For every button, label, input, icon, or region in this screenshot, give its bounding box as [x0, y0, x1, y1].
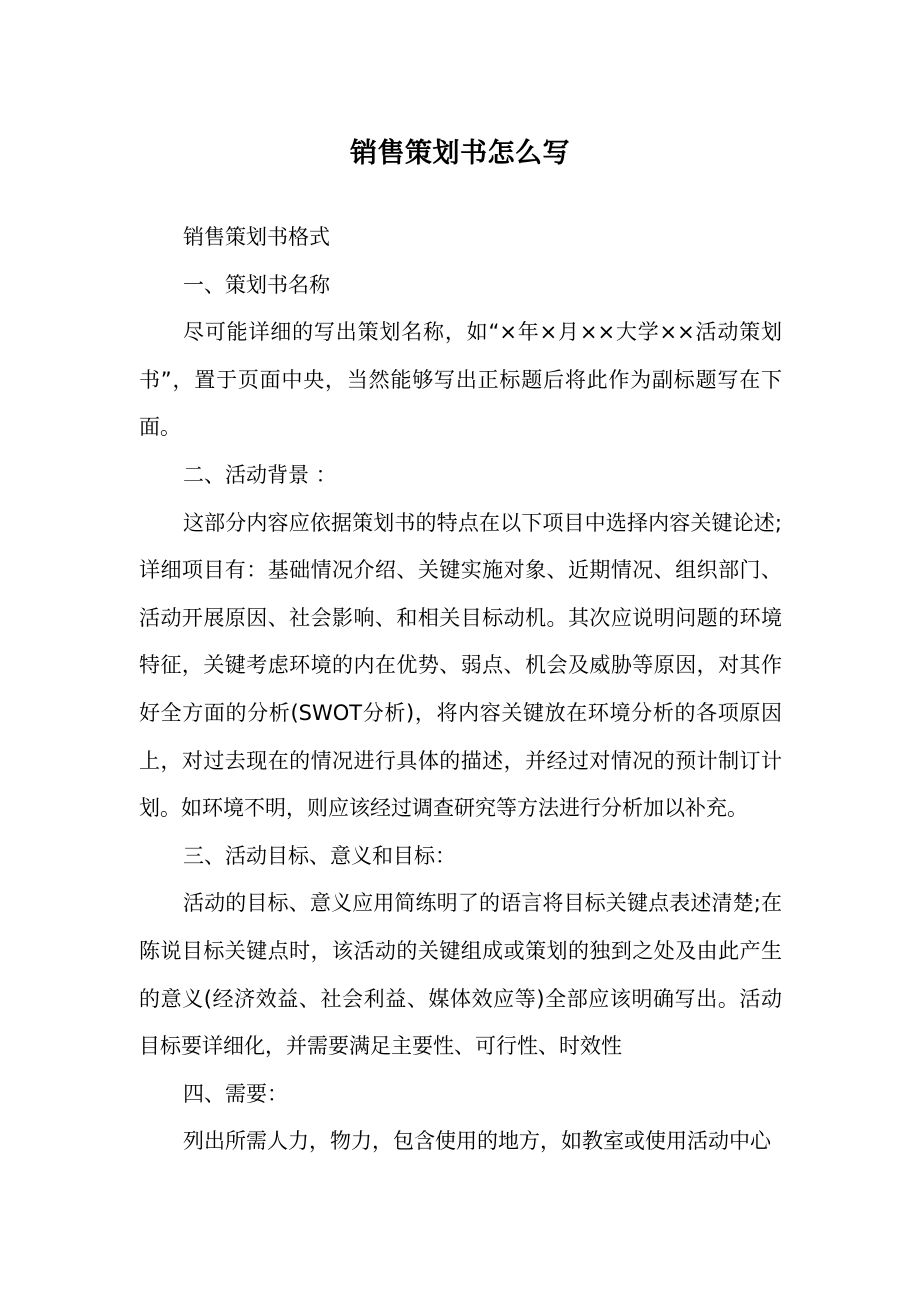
paragraph-format-heading: 销售策划书格式: [183, 225, 330, 249]
section-heading-name: 一、策划书名称: [183, 272, 330, 297]
document-title: 销售策划书怎么写: [350, 138, 570, 170]
paragraph-goals-description: 活动的目标、意义应用简练明了的语言将目标关键点表述清楚;在陈说目标关键点时，该活动的关键组成或策划的独到之处及由此产生的意义(经济效益、社会利益、媒体效应等)全部应该明确写出。活动目标要详细化，并需要满足主要性、可行性、时效性: [139, 891, 782, 1059]
paragraph-needs-description: 列出所需人力，物力，包含使用的地方，如教室或使用活动中心: [183, 1129, 771, 1154]
section-heading-goals: 三、活动目标、意义和目标：: [183, 843, 456, 868]
document-body: [139, 214, 782, 1166]
section-heading-needs: 四、需要：: [183, 1081, 288, 1106]
section-heading-background: 二、活动背景 ：: [183, 462, 337, 487]
paragraph-name-description: 尽可能详细的写出策划名称，如“×年×月××大学××活动策划书”，置于页面中央，当然能够写出正标题后将此作为副标题写在下面。: [139, 320, 782, 440]
paragraph-background-description: 这部分内容应依据策划书的特点在以下项目中选择内容关键论述;详细项目有：基础情况介绍、关键实施对象、近期情况、组织部门、活动开展原因、社会影响、和相关目标动机。其次应说明问题的环境特征，关键考虑环境的内在优势、弱点、机会及威胁等原因，对其作好全方面的分析(SWOT分析)，将内容关键放在环境分析的各项原因上，对过去现在的情况进行具体的描述，并经过对情况的预计制订计划。如环境不明，则应该经过调查研究等方法进行分析加以补充。: [139, 510, 782, 821]
